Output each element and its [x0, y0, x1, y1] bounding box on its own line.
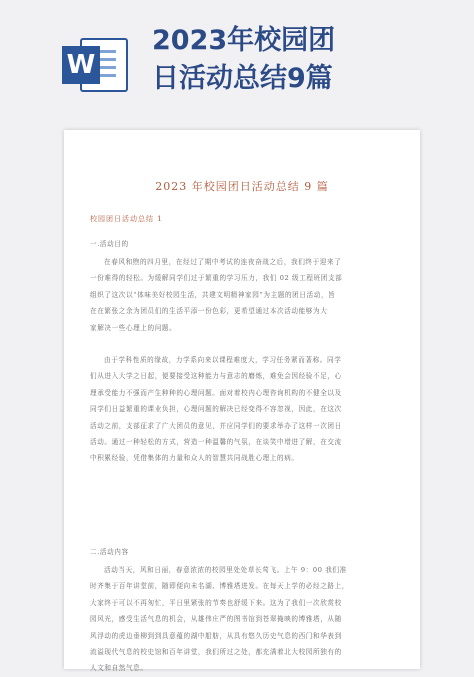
document-title: 2023 年校园团日活动总结 9 篇 [155, 180, 329, 193]
paragraph-line: 活动。通过一种轻松的方式，营造一种温馨的气氛，在谈笑中增进了解，在交流 [90, 438, 342, 447]
paragraph-line: 组织了这次以“体味美好校园生活，共建文明精神家园”为主题的团日活动，旨 [90, 290, 336, 299]
paragraph-line: 理承受能力不强而产生种种的心理问题。面对着校内心理咨询机构的不健全以及 [90, 388, 342, 397]
document-subheading: 校园团日活动总结 1 [90, 215, 163, 223]
paragraph-line: 们从进入大学之日起，便要接受这种能力与意志的磨炼，难免会因经验不足，心 [90, 372, 342, 381]
paragraph-line: 风浮动的虎边垂柳到到具意蕴的湖中船舫，从具有悠久历史气息的西门和华表到 [90, 631, 342, 640]
paragraph-2 [90, 352, 396, 467]
paragraph-line: 由于学科性质的缘故，力学系向来以课程难度大，学习任务紧而著称。同学 [104, 356, 342, 364]
paragraph-line: 家解决一些心理上的问题。 [90, 323, 177, 332]
document-page[interactable] [64, 130, 420, 673]
paragraph-3 [90, 562, 396, 677]
paragraph-line: 同学们日益繁重的课业负担，心理问题的解决已经变得不容忽视，因此，在这次 [90, 405, 342, 414]
paragraph-line: 活动当天，风和日丽，春意浓浓的校园里处处草长莺飞。上午 9：00 我们准 [104, 566, 347, 574]
paragraph-line: 一份难得的轻松。为缓解同学们过于繁重的学习压力，我们 02 级工程班团支部 [90, 274, 343, 283]
page-title-line-2: 日活动总结9篇 [152, 63, 333, 94]
section-heading-2: 二.活动内容 [90, 548, 129, 556]
page-title [152, 22, 452, 98]
word-document-icon [62, 34, 130, 96]
paragraph-line: 人文和自然气息。 [90, 664, 148, 673]
page-title-line-1: 2023年校园团 [152, 25, 336, 56]
section-heading-1: 一.活动目的 [90, 240, 129, 248]
word-logo-letter: W [62, 46, 100, 84]
paragraph-1 [90, 254, 396, 336]
paragraph-line: 时齐集于百年讲堂前，随即便向未名湖、博雅塔进发。在每天上学的必经之路上， [90, 582, 349, 591]
paragraph-line: 在在繁张之余为团员们的生活平添一份色彩，更希望通过本次活动能够为大 [90, 307, 328, 316]
paragraph-line: 大家终于可以不再匆忙，平日里紧张的节奏也舒缓下来。这为了我们一次欣赏校 [90, 598, 342, 607]
paragraph-line: 流溢现代气息的校史馆和百年讲堂，我们所过之处，都充满着北大校园所独有的 [90, 648, 342, 657]
paragraph-line: 活动之前，支部征求了广大团员的意见，并应同学们的要求举办了这样一次团日 [90, 421, 342, 430]
paragraph-line: 在春风和煦的四月里，在经过了期中考试的连夜奋战之后，我们终于迎来了 [104, 258, 342, 266]
banner [0, 0, 474, 130]
paragraph-line: 园风光，感受生活气息的机会，从雄伟庄严的图书馆到苍翠掩映的博雅塔，从随 [90, 615, 342, 624]
paragraph-line: 中积累经验，凭借集体的力量和众人的智慧共同战胜心理上的病。 [90, 454, 299, 463]
